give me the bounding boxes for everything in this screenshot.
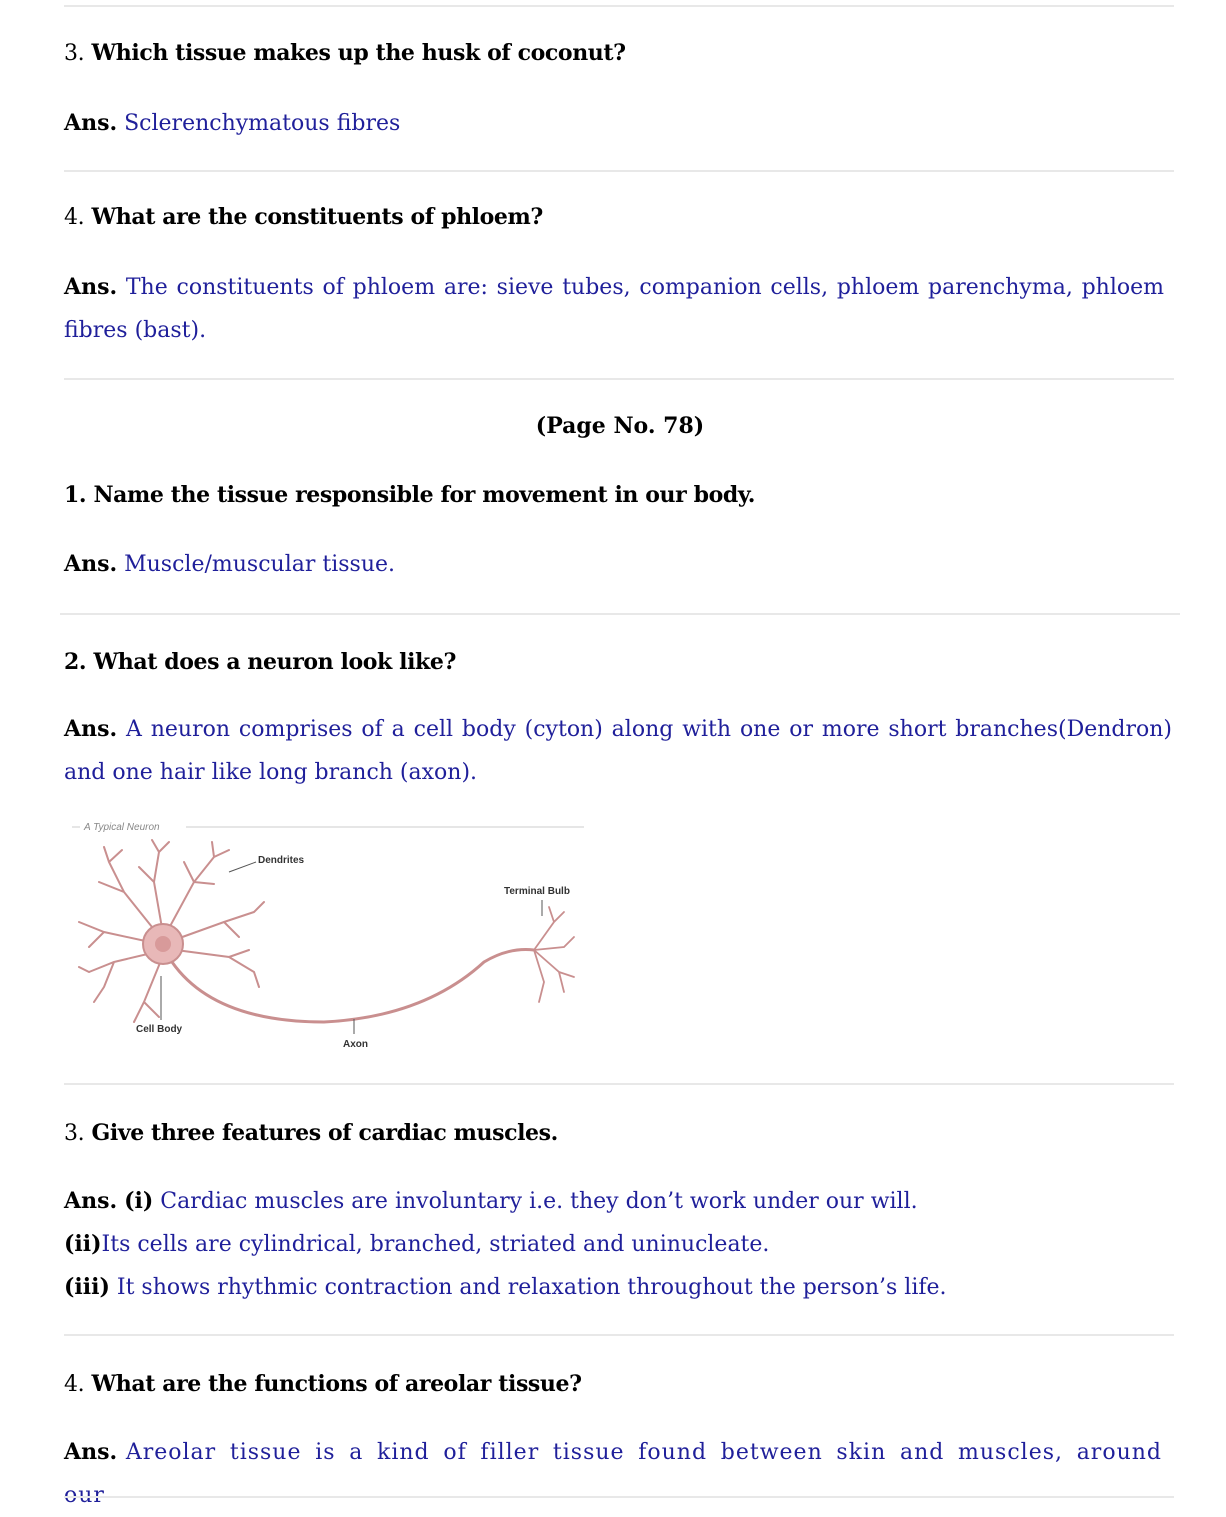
neuron-diagram (64, 812, 588, 1058)
divider (64, 1083, 1174, 1085)
answer-point: (iii) It shows rhythmic contraction and relaxation throughout the person’s life. (64, 1274, 947, 1300)
divider (60, 613, 1180, 615)
divider (64, 170, 1174, 172)
label-cell-body: Cell Body (136, 1024, 183, 1035)
answer-list (64, 1180, 1164, 1309)
answer-text: Ans. The constituents of phloem are: sieve tubes, companion cells, phloem parenchyma, phloem fibres (bast). (64, 274, 1164, 343)
answer-text: Ans. Sclerenchymatous fibres (64, 110, 401, 136)
answer-text: Ans. Areolar tissue is a kind of filler tissue found between skin and muscles, around our (64, 1439, 1162, 1508)
label-terminal-bulb: Terminal Bulb (504, 886, 570, 897)
answer-text: Ans. A neuron comprises of a cell body (cyton) along with one or more short branches(Dendron) and one hair like long branch (axon). (64, 716, 1172, 785)
question-heading: 3. Give three features of cardiac muscles. (64, 1120, 558, 1146)
answer-text: Ans. Muscle/muscular tissue. (64, 551, 395, 577)
question-heading: 1. Name the tissue responsible for movement in our body. (64, 482, 755, 508)
page-number-heading: (Page No. 78) (535, 413, 705, 439)
terminal-bulb-shape (534, 907, 574, 1002)
question-heading: 4. What are the functions of areolar tissue? (64, 1371, 582, 1397)
label-axon: Axon (343, 1039, 368, 1050)
divider (64, 378, 1174, 380)
nucleus-shape (155, 936, 171, 952)
divider (64, 1496, 1174, 1498)
divider (64, 5, 1174, 7)
answer-point: (ii)Its cells are cylindrical, branched, striated and uninucleate. (64, 1231, 770, 1257)
label-dendrites: Dendrites (258, 855, 305, 866)
question-heading: 3. Which tissue makes up the husk of coconut? (64, 40, 626, 66)
answer-point: Ans. (i) Cardiac muscles are involuntary i.e. they don’t work under our will. (64, 1188, 918, 1214)
question-heading: 4. What are the constituents of phloem? (64, 204, 543, 230)
axon-shape (172, 950, 534, 1023)
divider (64, 1334, 1174, 1336)
diagram-title: A Typical Neuron (84, 822, 160, 833)
question-heading: 2. What does a neuron look like? (64, 649, 456, 675)
